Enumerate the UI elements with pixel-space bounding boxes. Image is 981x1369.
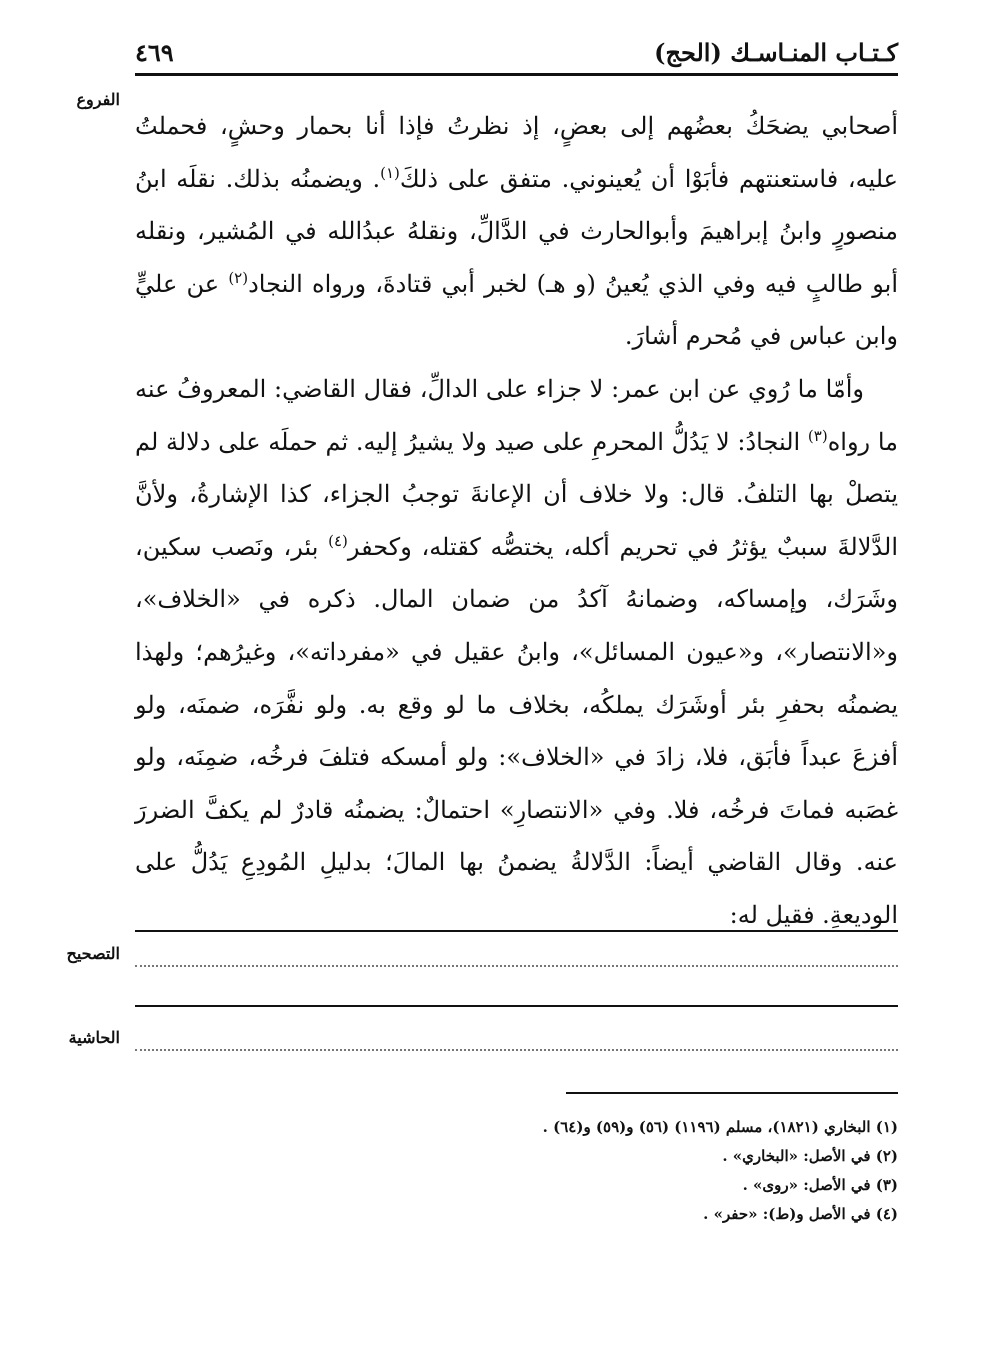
gloss-top-rule: [135, 1005, 898, 1007]
correction-dotted-line: [135, 965, 898, 967]
footnotes: [440, 1113, 898, 1229]
paragraph-1: [135, 100, 898, 363]
footnote-ref-4: (٤): [328, 531, 348, 550]
margin-label-branches: الفروع: [76, 90, 120, 109]
footnote-2: (٢) في الأصل: «البخاري» .: [722, 1147, 898, 1165]
page-header: [135, 38, 898, 72]
page-number: ٤٦٩: [135, 38, 174, 67]
footnote-ref-3: (٣): [807, 426, 828, 445]
footnote-ref-2: (٢): [228, 268, 249, 287]
book-title: كـتـاب المنـاسـك (الحج): [654, 38, 898, 67]
footnote-ref-1: (١): [380, 163, 400, 182]
text-run: . ويضمنُه بذلك. نقلَه ابنُ منصورٍ وابنُ إبراهيمَ وأبوالحارث في الدَّالِّ، ونقلهُ عبدُالله في المُشير، ونقله أبو طالبٍ فيه وفي الذي يُعينُ (و هـ) لخبر أبي قتادةَ، ورواه النجاد: [135, 164, 898, 298]
gloss-dotted-line: [135, 1049, 898, 1051]
text-run: وأمّا ما رُوي عن ابن عمر: لا جزاء على الدالِّ، فقال القاضي: المعروفُ عنه ما رواه: [135, 374, 899, 456]
footnote-1: (١) البخاري (١٨٢١)، مسلم (١١٩٦) (٥٦) و(٥٩) و(٦٤) .: [542, 1118, 898, 1136]
footnote-3: (٣) في الأصل: «روى» .: [742, 1176, 898, 1194]
text-run: عن عليٍّ وابن عباس في مُحرم أشارَ.: [135, 269, 898, 351]
correction-top-rule: [135, 930, 898, 932]
text-run: أصحابي يضحَكُ بعضُهم إلى بعضٍ، إذ نظرتُ فإذا أنا بحمار وحشٍ، فحملتُ عليه، فاستعنتهم فأبَوْا أن يُعينوني. متفق على ذلكَ: [135, 112, 898, 193]
margin-label-correction: التصحيح: [66, 944, 120, 963]
footnote-4: (٤) في الأصل و(ط): «حفر» .: [703, 1205, 898, 1223]
header-rule: [135, 73, 898, 76]
text-run: النجادُ: لا يَدُلُّ المحرمِ على صيد ولا يشيرُ إليه. ثم حملَه على دلالة لم يتصلْ بها التلفُ. قال: ولا خلاف أن الإعانةَ توجبُ الجزاء، كذا الإشارةُ، ولأنَّ الدَّلالةَ سببٌ يؤثرُ في تحريم أكله، يختصُّه كقتله، وكحفر: [135, 427, 898, 561]
paragraph-2: [135, 363, 898, 942]
margin-label-gloss: الحاشية: [68, 1028, 120, 1047]
footnote-rule: [566, 1092, 898, 1094]
main-text: [135, 100, 898, 942]
text-run: بئر، ونَصب سكين، وشَرَك، وإمساكه، وضمانهُ آكدُ من ضمان المال. ذكره في «الخلاف»، و«الانتصار»، و«عيون المسائل»، وابنُ عقيل في «مفرداته»، وغيرُهم؛ ولهذا يضمنُه بحفرِ بئر أوشَرَك يملكُه، بخلاف ما لو وقع به. ولو نفَّرَه، ضمنَه، ولو أفزعَ عبداً فأبَق، فلا، زادَ في «الخلاف»: ولو أمسكه فتلفَ فرخُه، ضمِنَه، ولو غصَبه فماتَ فرخُه، فلا. وفي «الانتصارِ» احتمالٌ: يضمنُه قادرٌ لم يكفَّ الضررَ عنه. وقال القاضي أيضاً: الدَّلالةُ يضمنُ بها المالَ؛ بدليلِ المُودِعِ يَدُلُّ على الوديعةِ. فقيل له:: [135, 532, 899, 929]
